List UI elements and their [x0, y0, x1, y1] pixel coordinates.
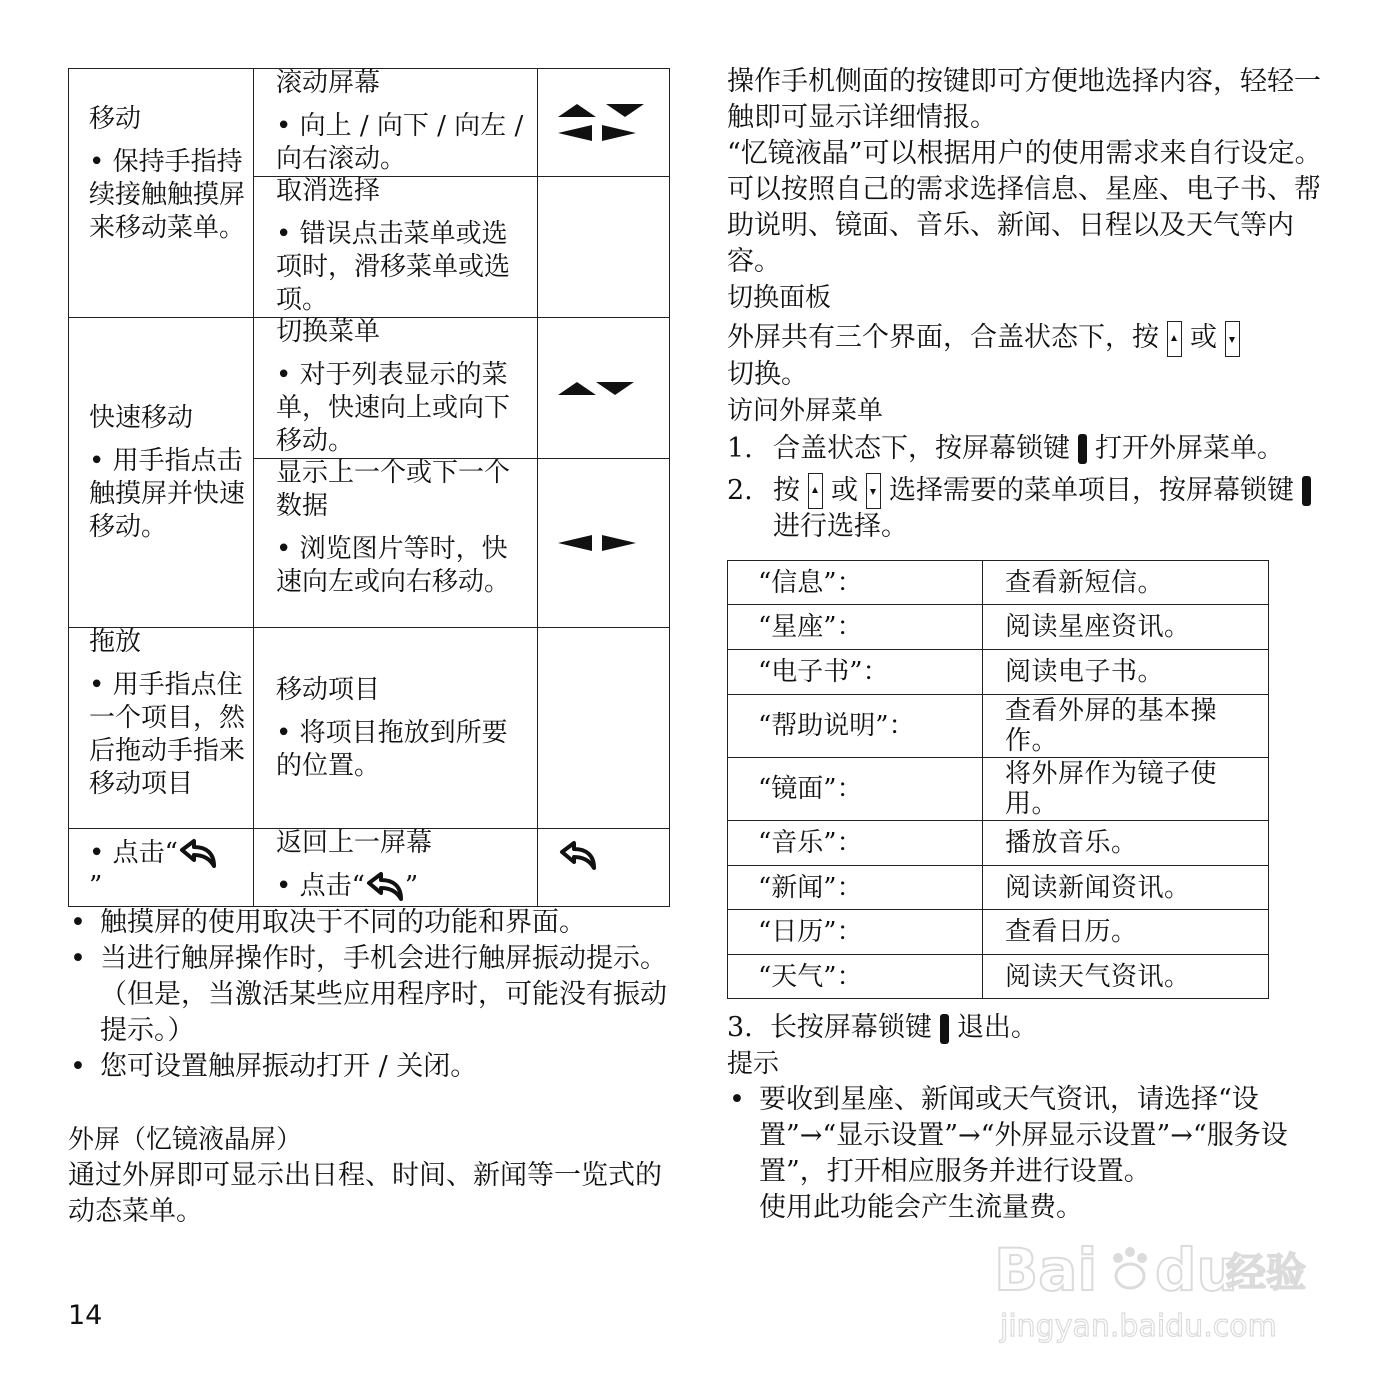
- intro-paragraph: 操作手机侧面的按键即可方便地选择内容，轻轻一触即可显示详细情报。: [727, 66, 1321, 133]
- action-title: 滚动屏幕: [276, 68, 381, 98]
- gesture-title: 移动: [89, 104, 142, 134]
- steps-list: [727, 431, 1332, 546]
- side-up-key-icon: [1167, 321, 1182, 357]
- action-desc: • 浏览图片等时，快速向左或向右移动。: [276, 534, 511, 597]
- back-arrow-icon: [558, 840, 598, 872]
- action-desc: • 向上 / 向下 / 向左 / 向右滚动。: [276, 111, 524, 174]
- list-item: • 您可设置触屏振动打开 / 关闭。: [68, 1049, 673, 1085]
- action-desc: • 将项目拖放到所要的位置。: [276, 717, 508, 781]
- svg-text:du: du: [1155, 1236, 1238, 1304]
- baidu-watermark-logo: [990, 1228, 1320, 1348]
- outer-menu-table: [727, 560, 1269, 999]
- svg-text:Bai: Bai: [994, 1236, 1098, 1304]
- screen-lock-key-icon: [1302, 476, 1311, 506]
- icon-cell: [538, 829, 670, 907]
- up-arrow-icon: [558, 382, 596, 395]
- tip-note: 使用此功能会产生流量费。: [759, 1192, 1083, 1223]
- gesture-cell-tap-back: [69, 829, 254, 907]
- usage-notes: [68, 905, 673, 1085]
- table-row: “日历”： 查看日历。: [728, 910, 1269, 955]
- access-menu-heading: 访问外屏菜单: [727, 395, 884, 426]
- outer-screen-body: 通过外屏即可显示出日程、时间、新闻等一览式的动态菜单。: [68, 1160, 662, 1227]
- action-cell: [254, 628, 538, 829]
- gesture-cell-drag: [69, 628, 254, 829]
- table-row: “音乐”： 播放音乐。: [728, 821, 1269, 866]
- intro-paragraph: “忆镜液晶”可以根据用户的使用需求来自行设定。可以按照自己的需求选择信息、星座、电子书、帮助说明、镜面、音乐、新闻、日程以及天气等内容。: [727, 138, 1322, 277]
- gesture-table: [68, 68, 670, 907]
- screen-lock-key-icon: [940, 1014, 949, 1044]
- gesture-desc: • 用手指点住一个项目，然后拖动手指来移动项目: [89, 670, 246, 799]
- action-desc: • 错误点击菜单或选项时，滑移菜单或选项。: [276, 219, 511, 315]
- table-row: “信息”： 查看新短信。: [728, 561, 1269, 605]
- tip-item: • 要收到星座、新闻或天气资讯，请选择“设置”→“显示设置”→“外屏显示设置”→“服务设置”，打开相应服务并进行设置。 使用此功能会产生流量费。: [727, 1082, 1332, 1226]
- down-arrow-icon: [596, 382, 634, 395]
- table-row: “天气”： 阅读天气资讯。: [728, 955, 1269, 999]
- gesture-title: 快速移动: [89, 402, 194, 433]
- svg-text:jingyan.baidu.com: jingyan.baidu.com: [1000, 1309, 1277, 1344]
- left-right-arrows-icon: [558, 535, 648, 551]
- down-arrow-icon: [606, 104, 644, 117]
- left-arrow-icon: [558, 535, 592, 551]
- action-cell: [254, 177, 538, 318]
- four-direction-arrows-icon: [558, 104, 648, 141]
- switch-panel-text: 外屏共有三个界面，合盖状态下，按 或 切换。: [727, 320, 1332, 393]
- table-row: “新闻”： 阅读新闻资讯。: [728, 866, 1269, 910]
- gesture-cell-move: [69, 69, 254, 318]
- right-arrow-icon: [602, 125, 636, 141]
- action-desc: • 对于列表显示的菜单，快速向上或向下移动。: [276, 360, 511, 456]
- up-down-arrows-icon: [558, 382, 648, 395]
- action-title: 返回上一屏幕: [276, 828, 433, 858]
- page-number: 14: [68, 1300, 103, 1331]
- table-row: “电子书”： 阅读电子书。: [728, 650, 1269, 695]
- list-item: • 触摸屏的使用取决于不同的功能和界面。: [68, 905, 673, 941]
- right-after-table: [727, 1010, 1332, 1226]
- icon-cell: [538, 69, 670, 177]
- side-down-key-icon: [866, 473, 881, 509]
- action-title: 切换菜单: [276, 317, 381, 347]
- icon-cell: [538, 318, 670, 459]
- outer-screen-heading: 外屏（忆镜液晶屏）: [68, 1125, 303, 1155]
- screen-lock-key-icon: [1078, 434, 1087, 464]
- gesture-desc: • 用手指点击触摸屏并快速移动。: [89, 445, 246, 542]
- action-desc: • 点击“ ”: [276, 871, 419, 901]
- gesture-desc: • 保持手指持续接触触摸屏来移动菜单。: [89, 147, 246, 243]
- icon-cell: [538, 628, 670, 829]
- action-title: 取消选择: [276, 176, 381, 206]
- icon-cell: [538, 177, 670, 318]
- tips-list: [727, 1082, 1332, 1226]
- step-item: 2. 按 或 选择需要的菜单项目，按屏幕锁键进行选择。: [727, 473, 1332, 546]
- action-cell: [254, 318, 538, 459]
- side-down-key-icon: [1225, 321, 1240, 357]
- right-intro: [727, 64, 1332, 545]
- back-arrow-icon: [178, 838, 218, 870]
- up-arrow-icon: [558, 104, 596, 117]
- action-title: 显示上一个或下一个数据: [276, 458, 511, 521]
- tips-heading: 提示: [727, 1049, 780, 1079]
- switch-panel-heading: 切换面板: [727, 283, 832, 313]
- right-arrow-icon: [602, 535, 636, 551]
- list-item: • 当进行触屏操作时，手机会进行触屏振动提示。（但是，当激活某些应用程序时，可能没有振动提示。）: [68, 941, 673, 1049]
- gesture-cell-flick: [69, 318, 254, 628]
- step-item: 1. 合盖状态下，按屏幕锁键 打开外屏菜单。: [727, 432, 1284, 464]
- table-row: “镜面”： 将外屏作为镜子使用。: [728, 758, 1269, 821]
- table-row: “星座”： 阅读星座资讯。: [728, 605, 1269, 650]
- action-title: 移动项目: [276, 674, 381, 705]
- left-arrow-icon: [558, 125, 592, 141]
- back-arrow-icon: [365, 871, 405, 903]
- svg-text:经验: 经验: [1226, 1250, 1306, 1296]
- action-cell: [254, 69, 538, 177]
- side-up-key-icon: [808, 473, 823, 509]
- action-cell: [254, 459, 538, 628]
- icon-cell: [538, 459, 670, 628]
- gesture-desc: • 点击“ ”: [89, 837, 245, 903]
- action-cell: [254, 829, 538, 907]
- table-row: “帮助说明”： 查看外屏的基本操作。: [728, 695, 1269, 758]
- gesture-title: 拖放: [89, 627, 142, 657]
- step-item: 3. 长按屏幕锁键 退出。: [727, 1012, 1038, 1043]
